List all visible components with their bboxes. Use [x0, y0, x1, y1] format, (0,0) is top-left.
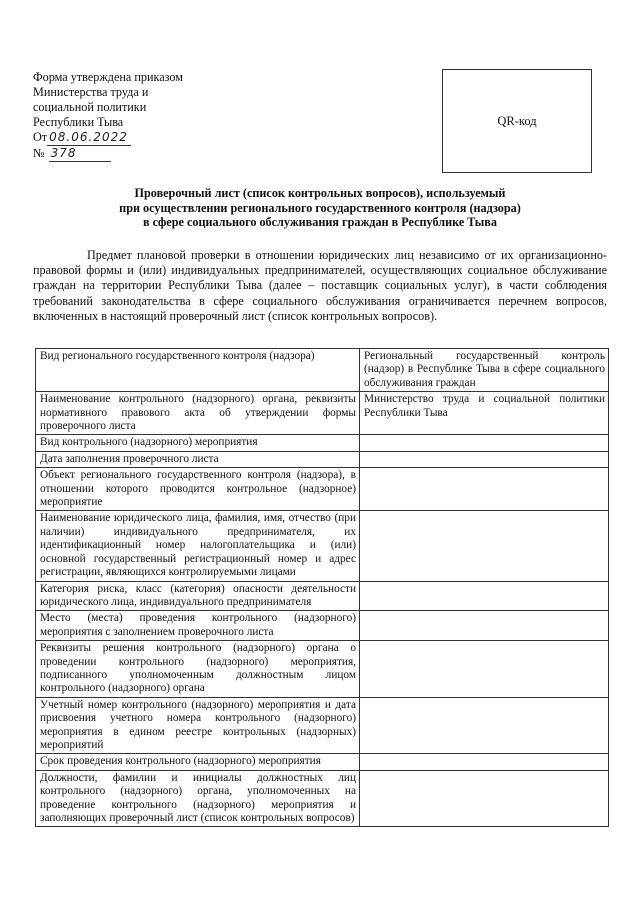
date-prefix: От [33, 130, 48, 144]
row-value[interactable] [360, 451, 609, 467]
row-value[interactable] [360, 581, 609, 611]
row-label: Учетный номер контрольного (надзорного) мероприятия и дата присвоения учетного номера контрольного (надзорного) мероприятия в едином реестре контрольных (надзорных) мероприятий [36, 697, 360, 754]
row-label: Должности, фамилии и инициалы должностных лиц контрольного (надзорного) органа, уполномоченных на проведение контрольного (надзорного) мероприятия и заполняющих проверочный лист (список контрольных вопросов) [36, 770, 360, 827]
title-line: при осуществлении регионального государственного контроля (надзора) [119, 200, 521, 215]
date-handwritten: 08.06.2022 [47, 130, 131, 146]
table-row [36, 451, 609, 467]
table-row [36, 435, 609, 451]
row-value[interactable] [360, 435, 609, 451]
row-value[interactable] [360, 611, 609, 641]
qr-code-label: QR-код [497, 113, 537, 128]
qr-code-box [442, 69, 592, 173]
table-row [36, 754, 609, 770]
intro-paragraph: Предмет плановой проверки в отношении юридических лиц независимо от их организационно-правовой формы и (или) индивидуальных предпринимателей, осуществляющих социальное обслуживание граждан на территории Республики Тыва (далее – поставщик социальных услуг), в части соблюдения требований законодательства в сфере социального обслуживания ограничивается перечнем вопросов, включенных в настоящий проверочный лист (список контрольных вопросов). [33, 248, 607, 323]
approval-line: Министерства труда и [33, 85, 149, 99]
row-label: Место (места) проведения контрольного (надзорного) мероприятия с заполнением проверочного листа [36, 611, 360, 641]
table-row [36, 770, 609, 827]
table-row [36, 349, 609, 392]
table-row [36, 392, 609, 435]
document-title [60, 186, 580, 230]
row-value[interactable]: Министерство труда и социальной политики Республики Тыва [360, 392, 609, 435]
title-line: в сфере социального обслуживания граждан в Республике Тыва [142, 215, 497, 229]
row-label: Дата заполнения проверочного листа [36, 451, 360, 467]
row-value[interactable] [360, 770, 609, 827]
row-value[interactable]: Региональный государственный контроль (надзор) в Республике Тыва в сфере социального обслуживания граждан [360, 349, 609, 392]
approval-block [33, 70, 273, 162]
row-label: Наименование контрольного (надзорного) органа, реквизиты нормативного правового акта об утверждении формы проверочного листа [36, 392, 360, 435]
approval-date [33, 130, 273, 146]
approval-number [33, 146, 273, 162]
row-value[interactable] [360, 641, 609, 698]
table-row [36, 697, 609, 754]
table-row [36, 581, 609, 611]
table-row [36, 511, 609, 581]
row-label: Вид регионального государственного контроля (надзора) [36, 349, 360, 392]
row-value[interactable] [360, 754, 609, 770]
approval-line: социальной политики [33, 100, 147, 114]
approval-line: Республики Тыва [33, 115, 124, 129]
number-handwritten: 378 [49, 146, 111, 162]
row-value[interactable] [360, 511, 609, 581]
number-prefix: № [33, 146, 45, 160]
table-row [36, 611, 609, 641]
table-row [36, 641, 609, 698]
row-label: Объект регионального государственного контроля (надзора), в отношении которого проводится контрольное (надзорное) мероприятие [36, 468, 360, 511]
row-label: Вид контрольного (надзорного) мероприятия [36, 435, 360, 451]
title-line: Проверочный лист (список контрольных вопросов), используемый [134, 186, 506, 200]
row-label: Наименование юридического лица, фамилия, имя, отчество (при наличии) индивидуального предпринимателя, их идентификационный номер налогоплательщика и (или) основной государственный регистрационный номер и адрес регистрации, являющихся контролируемыми лицами [36, 511, 360, 581]
checklist-table [35, 348, 609, 827]
row-label: Категория риска, класс (категория) опасности деятельности юридического лица, индивидуального предпринимателя [36, 581, 360, 611]
row-value[interactable] [360, 697, 609, 754]
approval-line: Форма утверждена приказом [33, 70, 183, 84]
table-row [36, 468, 609, 511]
row-value[interactable] [360, 468, 609, 511]
row-label: Реквизиты решения контрольного (надзорного) органа о проведении контрольного (надзорного) мероприятия, подписанного уполномоченным должностным лицом контрольного (надзорного) органа [36, 641, 360, 698]
row-label: Срок проведения контрольного (надзорного) мероприятия [36, 754, 360, 770]
